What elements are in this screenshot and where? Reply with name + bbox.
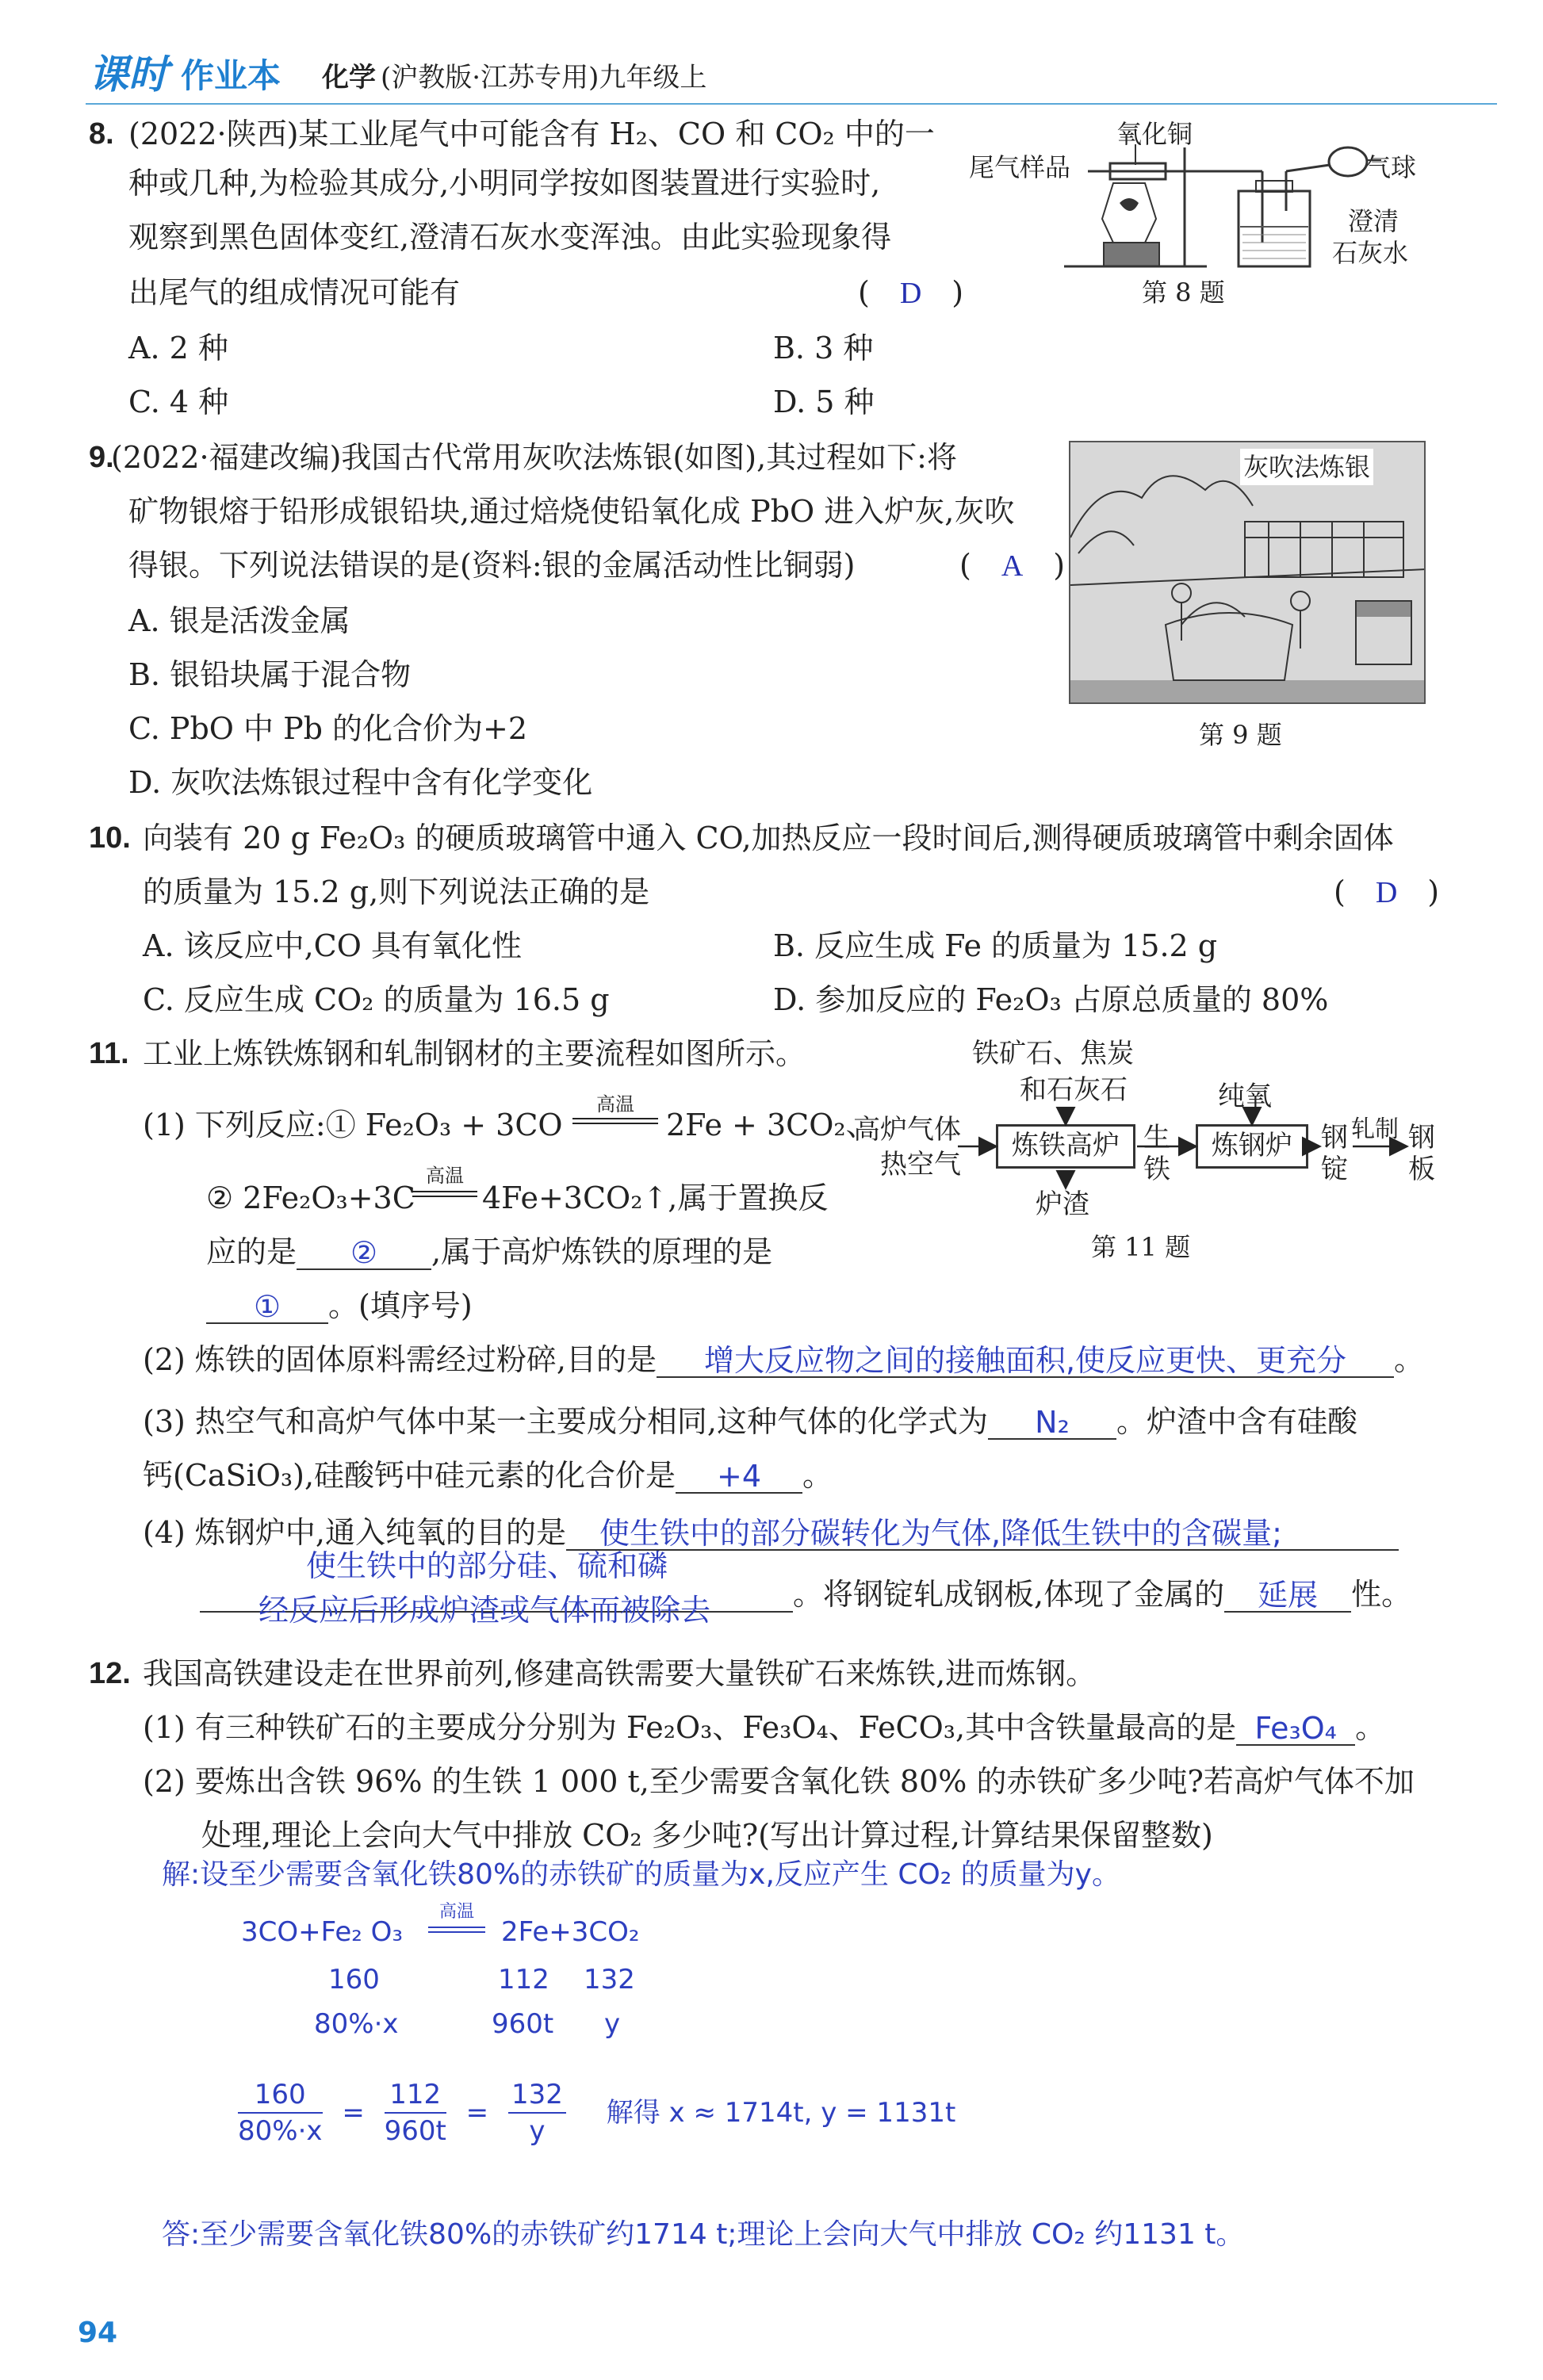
q11-p3-c: 钙(CaSiO₃),硅酸钙中硅元素的化合价是: [143, 1458, 676, 1493]
solution-eq-condition: 高温: [438, 1902, 474, 1922]
fraction-1-num: 160: [238, 2077, 323, 2114]
q12-stem: 我国高铁建设走在世界前列,修建高铁需要大量铁矿石来炼铁,进而炼钢。: [143, 1656, 1097, 1691]
q9-option-b: B. 银铅块属于混合物: [128, 657, 412, 692]
q9-answer: A: [1001, 549, 1024, 583]
solution-eq-left: 3CO+Fe₂ O₃: [241, 1916, 404, 1948]
q11-p1-e: 应的是: [206, 1234, 297, 1269]
q11-p3-b: 。炉渣中含有硅酸: [1116, 1404, 1358, 1439]
q8-caption: 第 8 题: [1142, 277, 1225, 308]
solution-m3: 132: [584, 1964, 635, 1995]
q12-p2-line2: 处理,理论上会向大气中排放 CO₂ 多少吨?(写出计算过程,计算结果保留整数): [201, 1818, 1213, 1853]
q11-p3-a: (3) 热空气和高炉气体中某一主要成分相同,这种气体的化学式为: [143, 1404, 988, 1439]
q9-number: 9.: [89, 441, 114, 474]
q11-answer-6-3: 经反应后形成炉渣或气体而被除去: [258, 1593, 711, 1628]
q11-p3-line2: 钙(CaSiO₃),硅酸钙中硅元素的化合价是 +4 。: [143, 1458, 833, 1494]
q9-option-a: A. 银是活泼金属: [128, 603, 350, 638]
q10-answer-bracket: ( D ): [1334, 874, 1440, 909]
fraction-3-num: 132: [508, 2077, 566, 2114]
flow-ingot1: 钢: [1321, 1122, 1348, 1154]
q11-p3-line1: [143, 1403, 1357, 1440]
solution-m1: 160: [328, 1964, 380, 1995]
q9-line2: 矿物银熔于铅形成银铅块,通过焙烧使铅氧化成 PbO 进入炉灰,灰吹: [128, 494, 1015, 529]
q11-flow-diagram: [853, 1035, 1440, 1265]
q11-p1-c: ② 2Fe₂O₃+3C: [206, 1180, 415, 1215]
q9-illustration: [1069, 441, 1426, 704]
flow-steelfurnace: 炼钢炉: [1212, 1130, 1292, 1161]
q8-apparatus-figure: [969, 116, 1445, 314]
solution-eq-right: 2Fe+3CO₂: [501, 1916, 640, 1948]
q10-option-a: A. 该反应中,CO 具有氧化性: [143, 928, 522, 963]
flow-furnace: 炼铁高炉: [1012, 1130, 1120, 1161]
q8-label-lime1: 澄清: [1348, 206, 1399, 236]
flow-plate1: 钢: [1408, 1122, 1435, 1154]
q12-p1-line: (1) 有三种铁矿石的主要成分分别为 Fe₂O₃、Fe₃O₄、FeCO₃,其中含铁量最高的是 Fe₃O₄ 。: [143, 1710, 1386, 1746]
q9-option-c: C. PbO 中 Pb 的化合价为+2: [128, 711, 528, 746]
q11-answer-5: +4: [676, 1460, 802, 1494]
q12-p2-line1: (2) 要炼出含铁 96% 的生铁 1 000 t,至少需要含氧化铁 80% 的赤铁矿多少吨?若高炉气体不加: [143, 1764, 1415, 1799]
header-edition: (沪教版·江苏专用)九年级上: [381, 62, 707, 94]
flow-slag: 炉渣: [1036, 1188, 1089, 1220]
solution-v3: y: [604, 2008, 621, 2040]
q10-option-c: C. 反应生成 CO₂ 的质量为 16.5 g: [143, 982, 610, 1017]
q12-answer-1: Fe₃O₄: [1236, 1712, 1355, 1746]
fraction-3-den: y: [529, 2115, 546, 2147]
flow-oxygen: 纯氧: [1218, 1081, 1272, 1112]
flow-raw1: 铁矿石、焦炭: [972, 1038, 1134, 1069]
flow-roll: 轧制: [1351, 1115, 1399, 1143]
q11-p4-b: 。将钢锭轧成钢板,体现了金属的: [793, 1577, 1225, 1612]
q8-label-gas: 尾气样品: [969, 152, 1071, 182]
q8-line4: 出尾气的组成情况可能有: [128, 275, 461, 310]
q11-p4-line1: [143, 1514, 1399, 1551]
q12-p1: (1) 有三种铁矿石的主要成分分别为 Fe₂O₃、Fe₃O₄、FeCO₃,其中含铁量最高的是: [143, 1710, 1237, 1745]
q11-p2: (2) 炼铁的固体原料需经过粉碎,目的是: [143, 1342, 657, 1377]
fraction-2-num: 112: [385, 2077, 446, 2114]
q11-answer-4: N₂: [988, 1406, 1116, 1440]
equals-2: =: [465, 2097, 489, 2129]
flow-pig1: 生: [1143, 1122, 1170, 1154]
q8-option-d: D. 5 种: [773, 385, 875, 419]
solution-m2: 112: [498, 1964, 549, 1995]
q11-eq2-condition: 高温: [426, 1165, 464, 1187]
header: [86, 49, 1497, 105]
q9-answer-bracket: ( A ): [959, 548, 1066, 583]
flow-raw2: 和石灰石: [1020, 1074, 1128, 1106]
q8-number: 8.: [89, 117, 114, 151]
fraction-1: [238, 2077, 323, 2149]
q12-number: 12.: [89, 1657, 131, 1690]
q8-line3: 观察到黑色固体变红,澄清石灰水变浑浊。由此实验现象得: [128, 220, 892, 254]
q8-option-b: B. 3 种: [773, 331, 874, 365]
q11-p4-c: 性。: [1351, 1577, 1412, 1612]
q8-option-c: C. 4 种: [128, 385, 229, 419]
q9-figure-title: 灰吹法炼银: [1240, 449, 1373, 485]
q8-line1: (2022·陕西)某工业尾气中可能含有 H₂、CO 和 CO₂ 中的一: [128, 117, 935, 151]
q11-p1-g-line: [206, 1288, 473, 1324]
page-number: 94: [78, 2317, 118, 2349]
q10-answer: D: [1375, 876, 1398, 909]
solution-answer: 答:至少需要含氧化铁80%的赤铁矿约1714 t;理论上会向大气中排放 CO₂ 约1131 t。: [162, 2218, 1245, 2251]
q11-p1-b: 2Fe + 3CO₂、: [666, 1108, 876, 1142]
q10-option-b: B. 反应生成 Fe 的质量为 15.2 g: [773, 928, 1218, 963]
q11-answer-3: 增大反应物之间的接触面积,使反应更快、更充分: [657, 1345, 1394, 1378]
q9-caption: 第 9 题: [1199, 720, 1282, 750]
q11-stem: 工业上炼铁炼钢和轧制钢材的主要流程如图所示。: [143, 1036, 806, 1071]
q8-label-balloon: 气球: [1365, 152, 1417, 182]
q11-p2-line: (2) 炼铁的固体原料需经过粉碎,目的是 增大反应物之间的接触面积,使反应更快、更充分 。: [143, 1342, 1425, 1378]
q11-eq2-arrow: [409, 1165, 481, 1205]
q10-option-d: D. 参加反应的 Fe₂O₃ 占原总质量的 80%: [773, 982, 1329, 1017]
fraction-3: [508, 2077, 566, 2149]
q11-number: 11.: [89, 1037, 129, 1070]
q8-apparatus-drawing: [969, 116, 1445, 274]
q11-answer-1: ②: [297, 1237, 431, 1270]
q11-p1-a: (1) 下列反应:① Fe₂O₃ + 3CO: [143, 1108, 563, 1142]
equals-1: =: [342, 2097, 365, 2129]
q11-answer-7: 延展: [1224, 1579, 1351, 1613]
flow-plate2: 板: [1408, 1154, 1435, 1185]
flow-gas2: 热空气: [880, 1149, 961, 1180]
fraction-2: [385, 2077, 446, 2149]
flow-gas1: 高炉气体: [853, 1114, 961, 1146]
q8-option-a: A. 2 种: [128, 331, 228, 365]
solution-v2: 960t: [492, 2008, 554, 2040]
q8-answer: D: [899, 277, 922, 310]
q11-eq1-condition: 高温: [596, 1093, 634, 1115]
q11-answer-2: ①: [206, 1291, 328, 1324]
q9-line1: (2022·福建改编)我国古代常用灰吹法炼银(如图),其过程如下:将: [111, 440, 957, 475]
solution-v1: 80%·x: [314, 2008, 399, 2040]
q11-p1-g: 。(填序号): [328, 1288, 473, 1323]
q10-line1: 向装有 20 g Fe₂O₃ 的硬质玻璃管中通入 CO,加热反应一段时间后,测得硬质玻璃管中剩余固体: [143, 821, 1394, 855]
q8-label-cuo: 氧化铜: [1116, 119, 1193, 149]
brand-logo-suffix: 作业本: [181, 56, 281, 95]
q11-answer-6-1: 使生铁中的部分碳转化为气体,降低生铁中的含碳量;: [566, 1517, 1399, 1551]
solution-eq-arrow: [425, 1903, 488, 1942]
q8-answer-bracket: ( D ): [858, 275, 964, 310]
flow-ingot2: 锭: [1321, 1154, 1348, 1185]
header-subject: 化学: [322, 62, 376, 94]
flow-pig2: 铁: [1143, 1154, 1170, 1185]
q11-answer-6-2: 使生铁中的部分硅、硫和磷: [306, 1548, 668, 1583]
q10-number: 10.: [89, 821, 131, 855]
brand-logo: 课时: [89, 52, 168, 98]
q9-line3: 得银。下列说法错误的是(资料:银的金属活动性比铜弱): [128, 548, 856, 583]
fraction-2-den: 960t: [384, 2115, 446, 2147]
q11-p4-a: (4) 炼钢炉中,通入纯氧的目的是: [143, 1515, 566, 1550]
q11-eq1-arrow: [568, 1094, 663, 1134]
solution-line1: 解:设至少需要含氧化铁80%的赤铁矿的质量为x,反应产生 CO₂ 的质量为y。: [162, 1858, 1120, 1891]
q11-p1-f: ,属于高炉炼铁的原理的是: [431, 1234, 773, 1269]
q8-line2: 种或几种,为检验其成分,小明同学按如图装置进行实验时,: [128, 166, 881, 201]
q11-p1-e-line: [206, 1234, 772, 1270]
q10-line2: 的质量为 15.2 g,则下列说法正确的是: [143, 874, 650, 909]
fraction-1-den: 80%·x: [238, 2115, 323, 2147]
solution-result: 解得 x ≈ 1714t, y = 1131t: [606, 2097, 956, 2129]
q8-label-lime2: 石灰水: [1332, 238, 1409, 268]
q9-option-d: D. 灰吹法炼银过程中含有化学变化: [128, 765, 593, 800]
q11-p1-d: 4Fe+3CO₂↑,属于置换反: [482, 1180, 829, 1215]
solution-proportion: [238, 2077, 955, 2149]
q11-caption: 第 11 题: [1091, 1232, 1191, 1262]
